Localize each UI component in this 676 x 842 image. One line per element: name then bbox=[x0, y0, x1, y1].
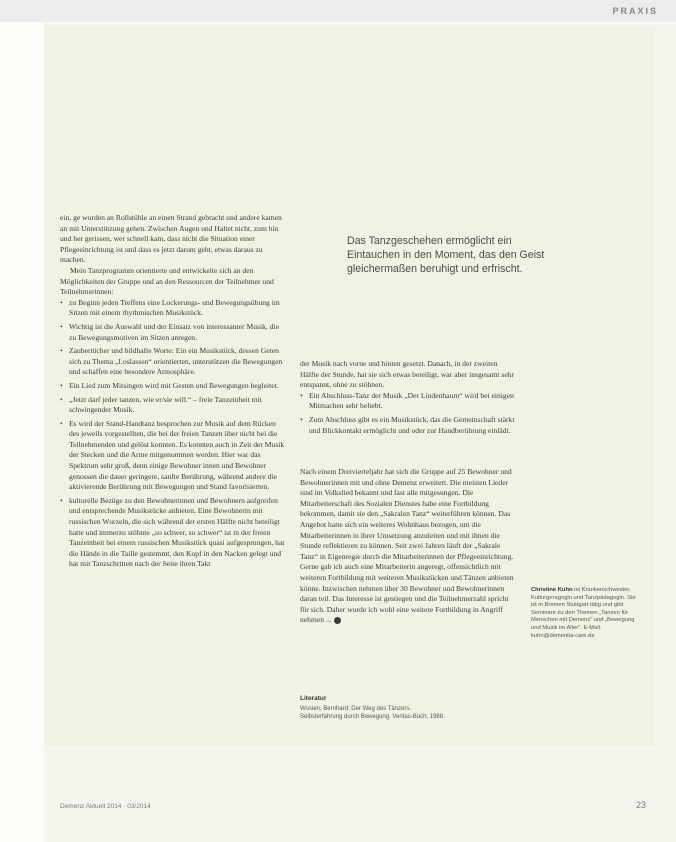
list-item: • Zum Abschluss gibt es ein Musikstück, das die Gemeinschaft stärkt und Blickkontakt ermöglicht und oder zur Handberührung einlädt. bbox=[300, 415, 518, 436]
mid-paragraph bbox=[300, 467, 518, 626]
list-item: • Ein Lied zum Mitsingen wird mit Gesten und Bewegungen begleitet. bbox=[60, 381, 285, 392]
author-bio-text: ist Krankenschwester, Kulturgeragogin und Tanzpädagogin. Sie ist in Bremen Stuttgart tätig und gibt Seminare zu den Themen „Tanzen für Menschen mit Demenz“ und „Bewegung und Musik im Alter“. E-Mail: kuhn@dementia-care.de bbox=[531, 587, 636, 639]
header-band bbox=[0, 0, 676, 22]
list-item: • zu Beginn jeden Treffens eine Lockerungs- und Bewegungsübung im Sitzen mit einem rhythmischen Musikstück. bbox=[60, 298, 285, 319]
left-para-1: ein, ge wurden an Rollstühle an einen Strand gebracht und andere kamen an mit Unterstützung gehen. Zwischen Augen und Haltet nicht, zum hin und her gerissen, wer schnell kam, dass nicht die Situation einer Pflegeeinrichtung ist und dass es jetzt darum geht, etwas daraus zu machen. bbox=[60, 213, 282, 265]
literature-heading: Literatur bbox=[300, 695, 327, 702]
literature-entry: Selbsterfahrung durch Bewegung. Veritas-Buch, 1988. bbox=[300, 714, 445, 720]
mid-bullet-list bbox=[300, 391, 518, 436]
literature-block bbox=[300, 695, 520, 721]
list-item: • Ein Abschluss-Tanz der Musik „Der Lindenbaum“ wird bei einigen Mitmachen sehr beliebt. bbox=[300, 391, 518, 412]
list-item: • Zaubertücher und bildhafte Worte: Ein ein Musikstück, dessen Geten sich zu Thema „Loslassen“ orientierten, unterstützen die Bewegungen und schaffen eine besondere Atmosphäre. bbox=[60, 346, 285, 378]
left-bullet-list bbox=[60, 298, 285, 570]
list-item: • Wichtig ist die Auswahl und der Einsatz von interessanter Musik, die zu Bewegungsmotiven im Sitzen anregen. bbox=[60, 322, 285, 343]
mid-column-top bbox=[300, 359, 518, 439]
left-para-2: Mein Tanzprogramm orientierte und entwickelte sich an den Möglichkeiten der Gruppe und an den Ressourcen der Teilnehmer und Teilnehmerinnen: bbox=[60, 265, 274, 297]
page-number: 23 bbox=[635, 800, 646, 810]
list-item: • Es wird der Stand-Handtanz besprochen zur Musik auf dem Rücken des jeweils vorgestellten, die bei der freien Tanzen über nicht bei die Teilnehmenden und gelöst konnten. Es konnten auch in Zeit der Musik der Stecken und die Arme mitgenommen werden. Hier war das Spektrum sehr groß, denn einige Bewohner innen und Bewohner genossen die dauer geringere, sanfte Berührung, während andere die aktivierende Berührung mit Bewegungen und Stand favorisierten. bbox=[60, 419, 285, 493]
list-item: • kulturelle Bezüge zu den Bewohnerinnen und Bewohnern aufgreifen und entsprechende Musikstücke anbieten. Eine Bewohnerin mit russischen Wurzeln, die sich während der ersten Hälfte nicht beteiligt hatte und immerzu stöhnte „so schwer, so schwer“ ist in der freien Tanzeinheit bei einem russischen Musikstück quasi aufgesprungen, hat die Hände in die Taille gestemmt, den Kopf in den Nacken gelegt und hat mit Tanzschritten nach der Seite ihren Takt bbox=[60, 496, 285, 570]
pull-quote: Das Tanzgeschehen ermöglicht ein Eintauchen in den Moment, das den Geist gleichermaßen beruhigt und erfrischt. bbox=[347, 235, 545, 275]
section-label: PRAXIS bbox=[612, 6, 658, 16]
literature-entry: Wosien, Bernhard: Der Weg des Tänzers. bbox=[300, 706, 412, 712]
author-bio bbox=[531, 587, 641, 640]
list-item: • „Jetzt darf jeder tanzen, wie er/sie will.“ – freie Tanzeinheit mit schwingender Musik. bbox=[60, 395, 285, 416]
end-mark-icon bbox=[334, 617, 341, 624]
left-margin bbox=[0, 22, 44, 842]
author-name: Christine Kuhn bbox=[531, 587, 573, 593]
footer-publication: Demenz Aktuell 2014 · 03/2014 bbox=[60, 803, 151, 810]
mid-continuation: der Musik nach vorne und hinten gesetzt. Danach, in der zweiten Hälfte der Stunde, hat sie sich etwas beteiligt, war aber insgesamt sehr entspannt, ohne zu stöhnen. bbox=[300, 359, 515, 390]
mid-column-body bbox=[300, 467, 518, 626]
left-column bbox=[60, 213, 285, 573]
mid-paragraph-text: Nach einem Dreivierteljahr hat sich die Gruppe auf 25 Bewohner und Bewohnerinnen mit und ohne Demenz erweitert. Die meisten Lieder sind im Volkslied bekannt und fast alle mitgesungen. Die Mitarbeiterschaft des Sozialen Dienstes habe eine Fortbildung bekommen, damit sie den „Sakralen Tanz“ weiterführen können. Das Angebot hatte sich ein weiteres Wohnhaus bezogen, um die Mitarbeiterinnen in ihrer Umsetzung anzuleiten und mit ihnen die Stunde reflektieren zu können. Seit zwei Jahren läuft der „Sakrale Tanz“ in Eigenregie durch die Mitarbeiterinnen der Pflegeeinrichtung. Gerne gab ich auch eine Mitarbeiterin angeregt, offensichtlich mit weiteren Fortbildung mit weiteren Musikstücken und Tänzen anbieten könne. Inzwischen nehmen über 30 Bewohner und Bewohnerinnen daran teil. Das Interesse ist gestiegen und die Teilnehmerzahl spricht für sich. Daher wurde ich wohl eine weitere Fortbildung in Angriff nehmen ... bbox=[300, 467, 514, 625]
